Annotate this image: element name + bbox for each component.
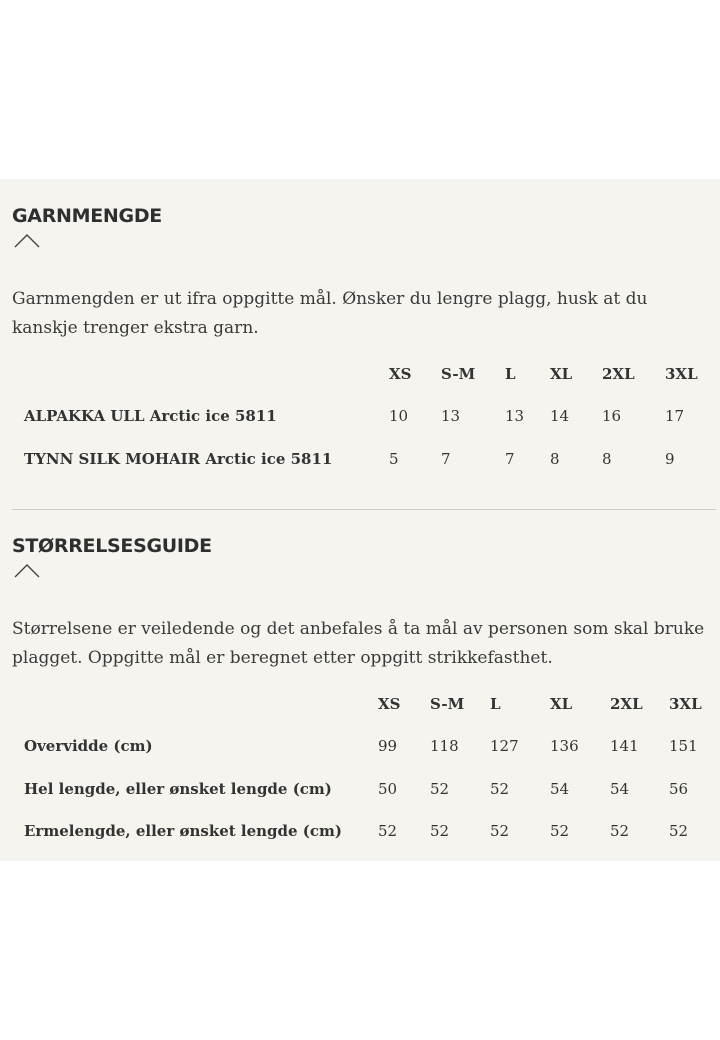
row-label: Overvidde (cm) bbox=[24, 737, 153, 755]
content-panel bbox=[0, 179, 720, 861]
table-cell: 17 bbox=[665, 407, 685, 425]
sizeguide-col-header: XL bbox=[550, 695, 573, 713]
table-cell: 7 bbox=[441, 450, 451, 468]
sizeguide-col-header: L bbox=[490, 695, 501, 713]
sizeguide-description: Størrelsene er veiledende og det anbefales å ta mål av personen som skal bruke plagget. Oppgitte mål er beregnet etter oppgitt strikkefasthet. bbox=[12, 619, 705, 668]
table-cell: 9 bbox=[665, 450, 675, 468]
table-cell: 16 bbox=[602, 407, 622, 425]
yarn-col-header: 2XL bbox=[602, 365, 635, 383]
yarn-collapse-toggle[interactable] bbox=[13, 231, 41, 249]
sizeguide-col-header: 3XL bbox=[669, 695, 702, 713]
table-cell: 52 bbox=[490, 780, 510, 798]
sizeguide-col-header: XS bbox=[378, 695, 401, 713]
table-cell: 14 bbox=[550, 407, 570, 425]
table-cell: 8 bbox=[550, 450, 560, 468]
row-label: TYNN SILK MOHAIR Arctic ice 5811 bbox=[24, 450, 333, 468]
table-cell: 8 bbox=[602, 450, 612, 468]
table-cell: 151 bbox=[669, 737, 698, 755]
yarn-heading: GARNMENGDE bbox=[12, 205, 162, 227]
row-label: ALPAKKA ULL Arctic ice 5811 bbox=[24, 407, 277, 425]
table-cell: 13 bbox=[441, 407, 461, 425]
table-cell: 52 bbox=[669, 822, 689, 840]
table-cell: 13 bbox=[505, 407, 525, 425]
table-cell: 54 bbox=[550, 780, 570, 798]
yarn-col-header: S-M bbox=[441, 365, 476, 383]
table-cell: 99 bbox=[378, 737, 398, 755]
yarn-col-header: L bbox=[505, 365, 516, 383]
chevron-up-icon bbox=[13, 231, 41, 249]
table-cell: 136 bbox=[550, 737, 579, 755]
table-cell: 52 bbox=[610, 822, 630, 840]
table-cell: 118 bbox=[430, 737, 459, 755]
table-cell: 127 bbox=[490, 737, 519, 755]
table-cell: 52 bbox=[378, 822, 398, 840]
table-cell: 50 bbox=[378, 780, 398, 798]
table-cell: 10 bbox=[389, 407, 409, 425]
table-cell: 56 bbox=[669, 780, 689, 798]
row-label: Hel lengde, eller ønsket lengde (cm) bbox=[24, 780, 332, 798]
table-cell: 5 bbox=[389, 450, 399, 468]
sizeguide-col-header: S-M bbox=[430, 695, 465, 713]
table-cell: 7 bbox=[505, 450, 515, 468]
yarn-col-header: XS bbox=[389, 365, 412, 383]
sizeguide-heading: STØRRELSESGUIDE bbox=[12, 535, 212, 557]
row-label: Ermelengde, eller ønsket lengde (cm) bbox=[24, 822, 343, 840]
yarn-col-header: XL bbox=[550, 365, 573, 383]
yarn-description: Garnmengden er ut ifra oppgitte mål. Ønsker du lengre plagg, husk at du kanskje trenger ekstra garn. bbox=[12, 289, 648, 338]
sizeguide-collapse-toggle[interactable] bbox=[13, 561, 41, 579]
table-cell: 141 bbox=[610, 737, 639, 755]
yarn-col-header: 3XL bbox=[665, 365, 698, 383]
table-cell: 52 bbox=[430, 822, 450, 840]
table-cell: 52 bbox=[490, 822, 510, 840]
table-cell: 52 bbox=[550, 822, 570, 840]
section-divider bbox=[12, 509, 716, 510]
table-cell: 54 bbox=[610, 780, 630, 798]
chevron-up-icon bbox=[13, 561, 41, 579]
sizeguide-col-header: 2XL bbox=[610, 695, 643, 713]
table-cell: 52 bbox=[430, 780, 450, 798]
